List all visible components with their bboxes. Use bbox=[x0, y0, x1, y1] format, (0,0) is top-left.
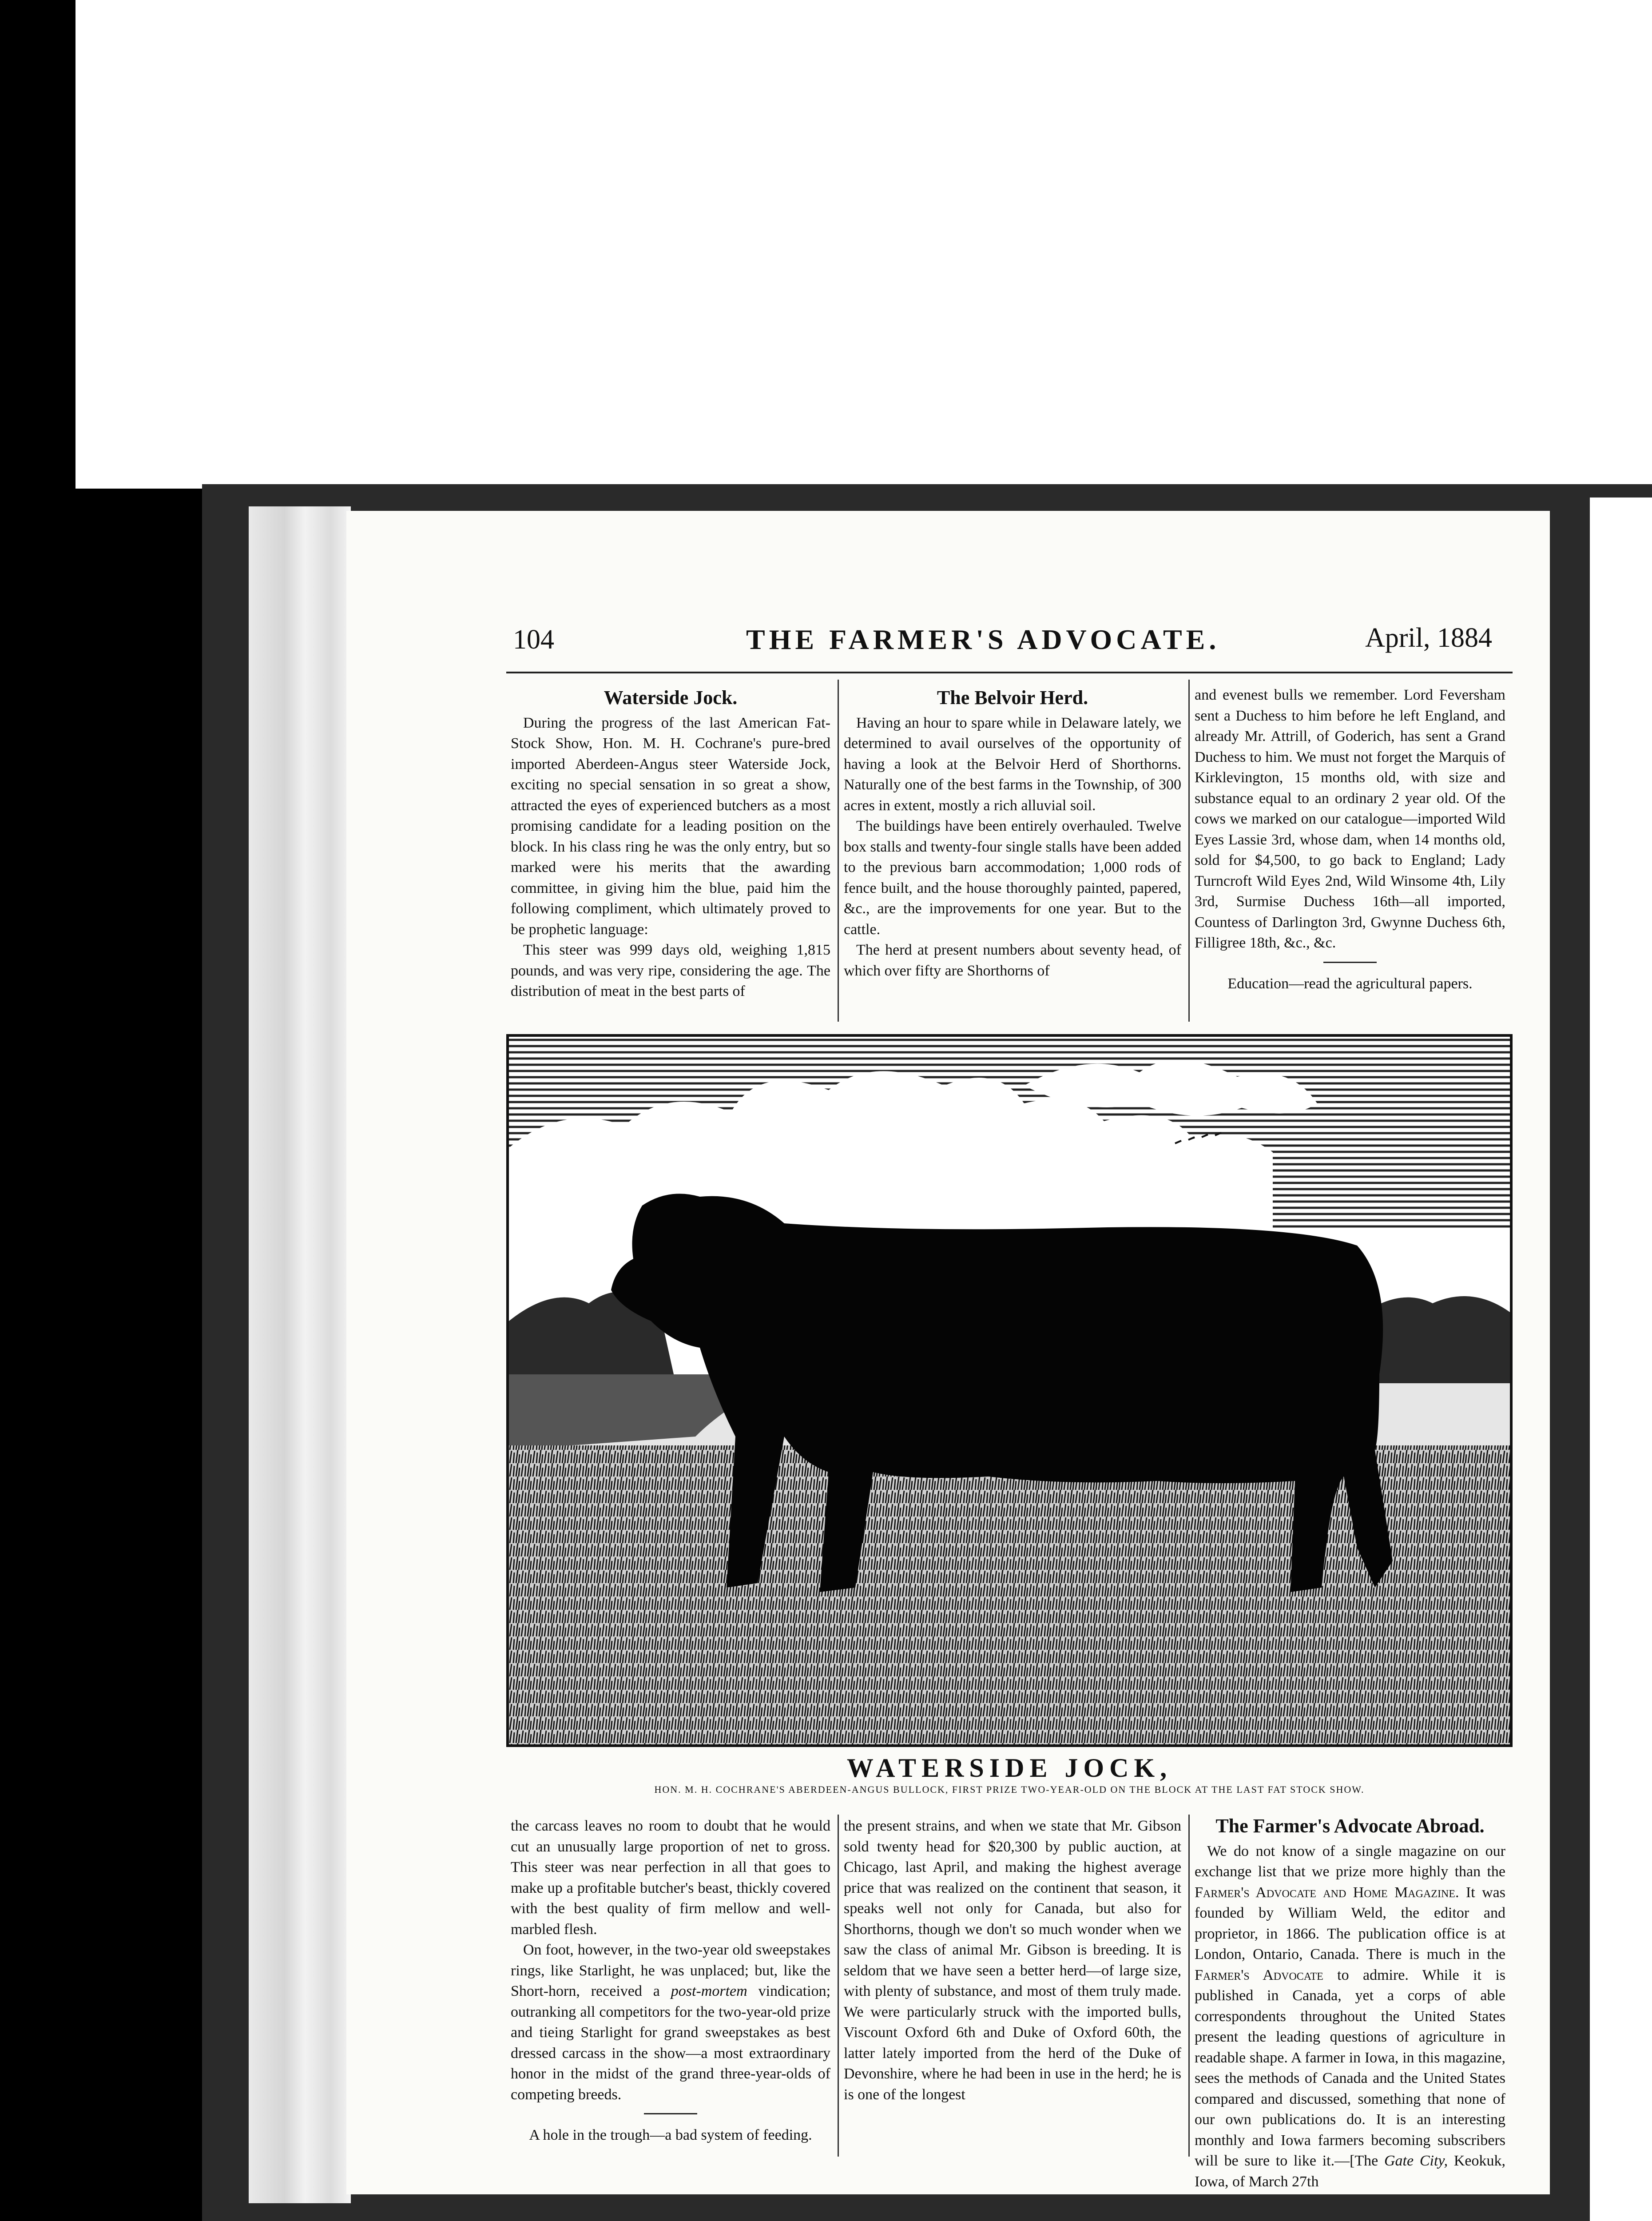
article-title-belvoir: The Belvoir Herd. bbox=[937, 687, 1088, 708]
abroad-text-d: Keokuk, Iowa, of March 27th bbox=[1195, 2153, 1505, 2190]
belvoir-col3: and evenest bulls we remember. Lord Feversham sent a Duchess to him before he left England, and already Mr. Attrill, of Goderich, has sent a Grand Duchess to him. We must not forget the Marquis of Kirklevington, 15 months old, with size and substance equal to an ordinary 2 year old. Of the cows we marked on our catalogue—imported Wild Eyes Lassie 3rd, whose dam, when 14 months old, sold for $4,500, to go back to England; Lady Turncroft Wild Eyes 2nd, Wild Winsome 4th, Lily 3rd, Surmise Duchess 16th—all imported, Countess of Darlington 3rd, Gwynne Duchess 6th, Filligree 18th, &c., &c. bbox=[1195, 687, 1505, 951]
post-mortem-italic: post-mortem bbox=[671, 1983, 747, 1999]
waterside-para-2: This steer was 999 days old, weighing 1,815 pounds, and was very ripe, considering the age. The distribution of meat in the best parts of bbox=[511, 942, 830, 999]
filler-education: Education—read the agricultural papers. bbox=[1227, 975, 1473, 992]
belvoir-para-3: The herd at present numbers about seventy head, of which over fifty are Shorthorns of bbox=[844, 942, 1181, 979]
waterside-cont-2b: vindication; outranking all competitors for the two-year-old prize and tieing Starlight for grand sweepstakes as best dressed carcass in the show—a most extraordinary honor in the midst of the grand three-year-olds of competing breeds. bbox=[511, 1983, 831, 2103]
article-title-waterside: Waterside Jock. bbox=[604, 687, 738, 708]
waterside-cont-2a: On foot, however, in the two-year old sweepstakes rings, like Starlight, he was unplaced; but, like the Short-horn, received a bbox=[511, 1942, 830, 1999]
magazine-name: Farmer's Advocate and Home Magazine. bbox=[1195, 1884, 1459, 1901]
abroad-text-a: We do not know of a single magazine on our exchange list that we prize more highly than the bbox=[1195, 1843, 1505, 1880]
abroad-text-c: to admire. While it is published in Canada, yet a corps of able correspondents throughout the United States present the leading questions of agriculture in readable shape. A farmer in Iowa, in this magazine, sees the methods of Canada and the United States compared and discussed, something that none of our own publications do. It is an interesting monthly and Iowa farmers becoming subscribers will be sure to like it.—[The bbox=[1195, 1966, 1506, 2169]
belvoir-para-1: Having an hour to spare while in Delaware lately, we determined to avail ourselves of the opportunity of having a look at the Belvoir Herd of Shorthorns. Naturally one of the best farms in the Township, of 300 acres in extent, mostly a rich alluvial soil. bbox=[844, 714, 1181, 814]
column-bottom-1 bbox=[511, 1816, 830, 2146]
column-top-3 bbox=[1195, 685, 1505, 994]
article-title-abroad: The Farmer's Advocate Abroad. bbox=[1215, 1815, 1485, 1837]
header-rule bbox=[506, 672, 1513, 673]
issue-date: April, 1884 bbox=[1365, 623, 1492, 653]
short-rule bbox=[1323, 962, 1377, 963]
column-divider bbox=[838, 1815, 839, 2157]
abroad-para-1 bbox=[1195, 1841, 1505, 2193]
column-divider bbox=[838, 680, 839, 1022]
facing-page-edge bbox=[1590, 498, 1652, 2221]
column-divider bbox=[1188, 1815, 1190, 2157]
scan-background bbox=[75, 0, 1652, 489]
gate-city-italic: Gate City, bbox=[1384, 2153, 1448, 2169]
short-rule bbox=[644, 2113, 697, 2114]
magazine-name-short: Farmer's Advocate bbox=[1195, 1966, 1323, 1983]
belvoir-para-2: The buildings have been entirely overhauled. Twelve box stalls and twenty-four single stalls have been added to the previous barn accommodation; 1,000 rods of fence built, and the house thoroughly painted, papered, &c., are the improvements for one year. But to the cattle. bbox=[844, 818, 1181, 938]
page-number: 104 bbox=[513, 625, 554, 655]
scan-border bbox=[0, 0, 75, 2221]
column-bottom-3 bbox=[1195, 1816, 1505, 2192]
masthead: THE FARMER'S ADVOCATE. bbox=[746, 624, 1220, 655]
caption-subtitle: HON. M. H. COCHRANE'S ABERDEEN-ANGUS BULLOCK, FIRST PRIZE TWO-YEAR-OLD ON THE BLOCK AT THE LAST FAT STOCK SHOW. bbox=[654, 1784, 1365, 1795]
belvoir-cont: the present strains, and when we state that Mr. Gibson sold twenty head for $20,300 by public auction, at Chicago, last April, and making the highest average price that was realized on the continent that season, it speaks well not only for Canada, but also for Shorthorns, though we don't so much wonder when we saw the class of animal Mr. Gibson is breeding. It is seldom that we have seen a better herd—of large size, with plenty of substance, and most of them truly made. We were particularly struck with the imported bulls, Viscount Oxford 6th and Duke of Oxford 60th, the latter lately imported from the herd of the Duke of Devonshire, where he had been in use in the herd; he is is one of the longest bbox=[844, 1818, 1181, 2103]
running-header bbox=[506, 620, 1510, 669]
waterside-cont-1: the carcass leaves no room to doubt that he would cut an unusually large proportion of net to gross. This steer was near perfection in all that goes to make up a profitable butcher's beast, thickly covered with the best quality of firm mellow and well-marbled flesh. bbox=[511, 1818, 830, 1938]
caption-title: WATERSIDE JOCK, bbox=[846, 1753, 1172, 1783]
engraving-artwork bbox=[509, 1037, 1510, 1744]
waterside-jock-engraving bbox=[506, 1034, 1513, 1747]
column-divider bbox=[1188, 680, 1190, 1022]
page-gutter bbox=[249, 506, 351, 2203]
column-bottom-2 bbox=[844, 1816, 1181, 2105]
waterside-para-1: During the progress of the last American Fat-Stock Show, Hon. M. H. Cochrane's pure-bred imported Aberdeen-Angus steer Waterside Jock, exciting no special sensation in so great a show, attracted the eyes of experienced butchers as a most promising candidate for a leading position on the block. In his class ring he was the only entry, but so marked were his merits that the awarding committee, in giving him the blue, paid him the following compliment, which ultimately proved to be prophetic language: bbox=[511, 714, 830, 938]
waterside-cont-2 bbox=[511, 1940, 830, 2105]
column-top-1 bbox=[511, 688, 830, 1002]
abroad-text-b: It was founded by William Weld, the editor and proprietor, in 1866. The publication office is at London, Ontario, Canada. There is much in the bbox=[1195, 1884, 1505, 1962]
filler-trough: A hole in the trough—a bad system of feeding. bbox=[529, 2127, 812, 2143]
column-top-2 bbox=[844, 688, 1181, 981]
